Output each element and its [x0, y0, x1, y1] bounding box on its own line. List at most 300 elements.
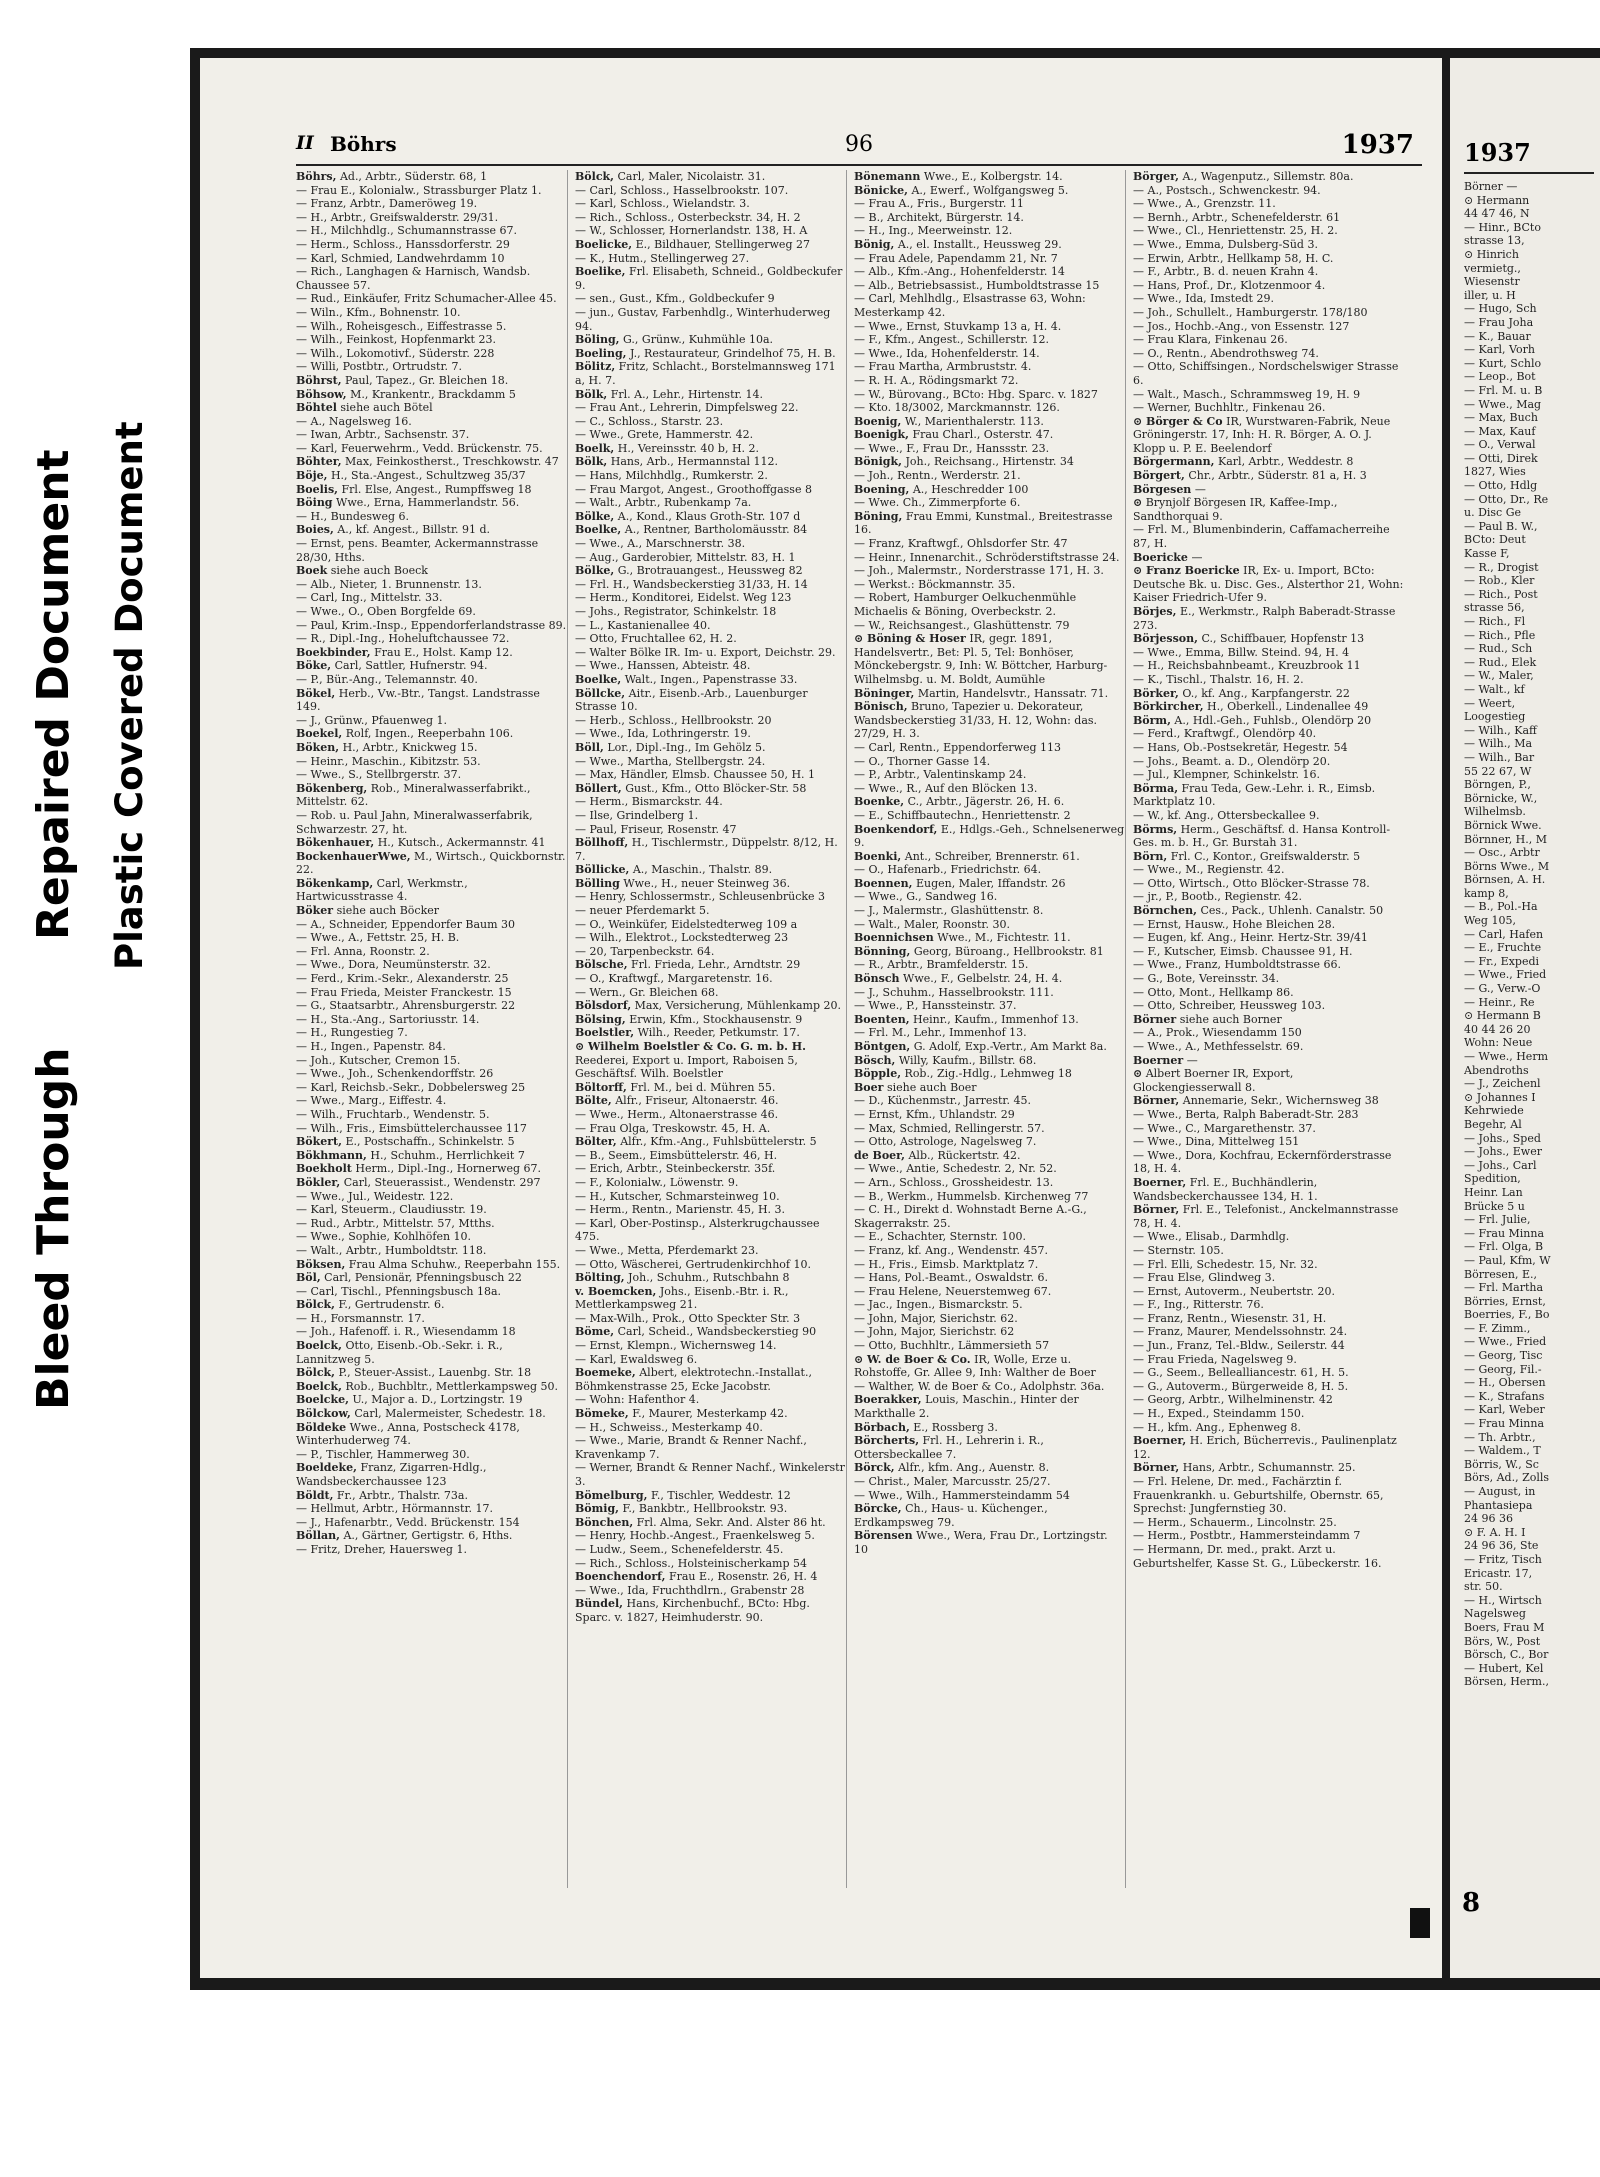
entry-text: — Wwe., Wilh., Hammersteindamm 54 — [854, 1488, 1070, 1502]
directory-entry — [296, 388, 567, 402]
directory-entry — [854, 877, 1125, 891]
adjacent-entry: — Rich., Fl — [1464, 615, 1526, 628]
entry-name: Bömig, — [575, 1502, 619, 1516]
directory-entry — [296, 184, 567, 198]
directory-entry — [1133, 292, 1404, 306]
adjacent-entry: Boerries, F., Bo — [1464, 1308, 1550, 1322]
directory-entry — [1133, 1434, 1404, 1461]
entry-text: Carl, Maler, Nicolaistr. 31. — [617, 170, 766, 183]
entry-text: — Wwe., Dina, Mittelweg 151 — [1133, 1135, 1300, 1149]
adjacent-entry: Börsen, Herm., — [1464, 1675, 1549, 1689]
directory-entry — [296, 918, 567, 932]
adjacent-entry: strasse 56, — [1464, 601, 1525, 615]
entry-text: Hans, Kirchenbuchf., BCto: Hbg. Sparc. v. 1827, Heimhuderstr. 90. — [575, 1597, 810, 1624]
directory-entry — [854, 1271, 1125, 1285]
entry-text: — Otto, Schreiber, Heussweg 103. — [1133, 999, 1326, 1013]
adjacent-entry: — Hinr., BCto — [1464, 220, 1541, 234]
entry-text: Walt., Ingen., Papenstrasse 33. — [624, 672, 798, 686]
directory-entry — [854, 619, 1125, 633]
directory-entry — [575, 1026, 846, 1040]
directory-entry — [854, 1461, 1125, 1475]
entry-text: A., Rentner, Bartholomäusstr. 84 — [624, 523, 808, 537]
page-header — [296, 130, 1422, 166]
entry-text: — Ernst, Autoverm., Neubertstr. 20. — [1133, 1284, 1335, 1298]
entry-text: Ces., Pack., Uhlenh. Canalstr. 50 — [1200, 904, 1384, 918]
directory-entry — [1133, 360, 1404, 387]
directory-entry — [1133, 632, 1404, 646]
directory-entry — [296, 252, 567, 266]
entry-text: Fritz, Schlacht., Borstelmannsweg 171 a, H. 7. — [575, 360, 836, 387]
directory-entry — [575, 646, 846, 660]
adjacent-entry: — Frl. M. u. B — [1464, 383, 1543, 397]
entry-text: — Wwe., G., Sandweg 16. — [854, 890, 998, 904]
directory-entry — [575, 1258, 846, 1272]
entry-text: Frl. Else, Angest., Rumpffsweg 18 — [341, 482, 532, 496]
entry-name: de Boer, — [854, 1148, 905, 1162]
adjacent-entry: — R., Drogist — [1464, 560, 1539, 574]
entry-name: Böpple, — [854, 1067, 902, 1081]
entry-text: — Herm., Schauerm., Lincolnstr. 25. — [1133, 1515, 1337, 1529]
entry-text: Rolf, Ingen., Reeperbahn 106. — [345, 727, 514, 741]
entry-name: Bökhmann, — [296, 1148, 367, 1162]
entry-text: — Max-Wilh., Prok., Otto Speckter Str. 3 — [575, 1311, 801, 1325]
entry-text: C., Schiffbauer, Hopfenstr 13 — [1201, 632, 1365, 646]
directory-entry — [1133, 1203, 1404, 1230]
directory-entry — [854, 1244, 1125, 1258]
directory-entry — [1133, 1461, 1404, 1475]
directory-entry — [575, 605, 846, 619]
directory-entry — [575, 510, 846, 524]
entry-text: — Wwe., Marg., Eiffestr. 4. — [296, 1094, 447, 1108]
directory-entry — [575, 578, 846, 592]
entry-text: — F., Ing., Ritterstr. 76. — [1133, 1298, 1264, 1312]
directory-entry — [575, 890, 846, 904]
adjacent-entry: Börngen, P., — [1464, 778, 1531, 792]
directory-entry — [1133, 1380, 1404, 1394]
directory-entry — [296, 523, 567, 537]
entry-name: Böksen, — [296, 1257, 346, 1271]
adjacent-entry: ⊙ F. A. H. I — [1464, 1525, 1526, 1539]
entry-text: — Paul, Friseur, Rosenstr. 47 — [575, 822, 737, 836]
entry-text: — neuer Pferdemarkt 5. — [575, 904, 710, 918]
entry-text: E., Bildhauer, Stellingerweg 27 — [635, 237, 810, 251]
entry-text: C., Arbtr., Jägerstr. 26, H. 6. — [907, 795, 1065, 809]
directory-entry — [1133, 755, 1404, 769]
entry-text: Reederei, Export u. Import, Raboisen 5, Geschäftsf. Wilh. Boelstler — [575, 1053, 798, 1081]
adjacent-entry: — Wwe., Fried — [1464, 968, 1547, 982]
entry-name: Boemeke, — [575, 1366, 636, 1380]
directory-entry — [575, 333, 846, 347]
directory-entry — [854, 931, 1125, 945]
entry-text: — H., Milchhdlg., Schumannstrasse 67. — [296, 224, 517, 238]
adjacent-entry: — Otti, Direk — [1464, 451, 1538, 465]
entry-text: — Walt., Masch., Schrammsweg 19, H. 9 — [1133, 387, 1361, 401]
directory-entry — [854, 224, 1125, 238]
directory-entry — [1133, 986, 1404, 1000]
entry-text: — Frau Margot, Angest., Groothoffgasse 8 — [575, 482, 812, 496]
entry-text: Alfr., kfm. Ang., Auenstr. 8. — [898, 1461, 1050, 1475]
adjacent-entry: iller, u. H — [1464, 288, 1516, 302]
directory-entry — [575, 265, 846, 292]
entry-name: Böldt, — [296, 1488, 334, 1502]
entry-text: — Henry, Schlossermstr., Schleusenbrücke 3 — [575, 890, 826, 904]
directory-entry — [575, 836, 846, 863]
directory-entry — [1133, 1325, 1404, 1339]
entry-name: Börcke, — [854, 1502, 902, 1516]
directory-entry — [1133, 238, 1404, 252]
entry-text: — Frau A., Fris., Burgerstr. 11 — [854, 197, 1024, 211]
directory-entry — [296, 360, 567, 374]
entry-text: — G., Bote, Vereinsstr. 34. — [1133, 972, 1280, 986]
adjacent-entry: Wohn: Neue — [1464, 1036, 1533, 1050]
directory-entry — [1133, 1407, 1404, 1421]
entry-text: — Sternstr. 105. — [1133, 1243, 1224, 1257]
entry-text: Ant., Schreiber, Brennerstr. 61. — [904, 849, 1080, 863]
adjacent-entry: Börnner, H., M — [1464, 832, 1548, 846]
directory-entry — [296, 442, 567, 456]
entry-text: — E., Schachter, Sternstr. 100. — [854, 1230, 1026, 1244]
directory-entry — [854, 1258, 1125, 1272]
entry-text: — Jun., Franz, Tel.-Bldw., Seilerstr. 44 — [1133, 1339, 1345, 1353]
adjacent-page-column — [1464, 180, 1600, 1888]
entry-text: — Wwe., Metta, Pferdemarkt 23. — [575, 1243, 759, 1257]
entry-name: Börcherts, — [854, 1434, 920, 1448]
directory-entry — [854, 1081, 1125, 1095]
directory-entry — [575, 483, 846, 497]
entry-text: — Otto, Wirtsch., Otto Blöcker-Strasse 78. — [1133, 876, 1370, 890]
adjacent-entry: — G., Verw.-O — [1464, 982, 1541, 996]
entry-name: Bölitz, — [575, 360, 616, 374]
adjacent-entry: — Wwe., Herm — [1464, 1050, 1549, 1063]
directory-entry — [575, 1366, 846, 1393]
directory-entry — [1133, 197, 1404, 211]
directory-entry — [854, 510, 1125, 537]
adjacent-entry: — Rich., Pfle — [1464, 628, 1536, 642]
directory-entry — [575, 945, 846, 959]
adjacent-entry: — Johs., Carl — [1464, 1158, 1537, 1172]
directory-entry — [854, 1353, 1125, 1380]
entry-name: Börgert, — [1133, 469, 1185, 483]
entry-text: — Max, Schmied, Rellingerstr. 57. — [854, 1121, 1045, 1135]
entry-text: — Wilh., Fruchtarb., Wendenstr. 5. — [296, 1107, 490, 1121]
entry-text: — Otto, Buchhltr., Lämmersieth 57 — [854, 1339, 1050, 1353]
directory-entry — [296, 469, 567, 483]
directory-entry — [575, 1407, 846, 1421]
entry-text: — H., Reichsbahnbeamt., Kreuzbrook 11 — [1133, 659, 1361, 673]
entry-text: — Franz, Rentn., Wiesenstr. 31, H. — [1133, 1311, 1327, 1325]
entry-text: Frau Charl., Osterstr. 47. — [912, 428, 1054, 442]
adjacent-entry: — W., Maler, — [1464, 669, 1534, 683]
directory-entry — [1133, 469, 1404, 483]
entry-text: — Hans, Prof., Dr., Klotzenmoor 4. — [1133, 278, 1326, 292]
adjacent-entry: Weg 105, — [1464, 914, 1516, 928]
entry-text: — H., Arbtr., Greifswalderstr. 29/31. — [296, 210, 499, 224]
directory-entry — [296, 1448, 567, 1462]
adjacent-entry: — Paul B. W., — [1464, 519, 1538, 533]
entry-name: Bölting, — [575, 1271, 625, 1285]
adjacent-entry: — Frau Minna — [1464, 1417, 1545, 1431]
directory-entry — [296, 1407, 567, 1421]
entry-text: — Bernh., Arbtr., Schenefelderstr. 61 — [1133, 210, 1341, 224]
entry-text: — Frau Adele, Papendamm 21, Nr. 7 — [854, 251, 1058, 265]
entry-text: — Walt., Maler, Roonstr. 30. — [854, 917, 1010, 931]
entry-text: Hans, Arbtr., Schumannstr. 25. — [1182, 1461, 1356, 1475]
entry-name: Bölck, — [296, 1298, 335, 1312]
entry-text: A., Kond., Klaus Groth-Str. 107 d — [617, 509, 801, 523]
entry-text: — Wilh., Feinkost, Hopfenmarkt 23. — [296, 333, 496, 347]
entry-text: — Georg, Arbtr., Wilhelminenstr. 42 — [1133, 1393, 1333, 1407]
directory-entry — [854, 1298, 1125, 1312]
directory-entry — [575, 1040, 846, 1081]
directory-entry — [575, 1502, 846, 1516]
directory-entry — [854, 863, 1125, 877]
entry-name: Bömeke, — [575, 1407, 629, 1421]
entry-text: Erwin, Kfm., Stockhausenstr. 9 — [629, 1012, 803, 1026]
adjacent-entry: ⊙ Hinrich — [1464, 247, 1519, 261]
directory-entry — [854, 1162, 1125, 1176]
directory-entry — [575, 632, 846, 646]
entry-name: Böhtel — [296, 401, 337, 415]
directory-entry — [854, 238, 1125, 252]
entry-text: — L., Kastanienallee 40. — [575, 618, 711, 632]
directory-entry — [1133, 1298, 1404, 1312]
directory-entry — [296, 1489, 567, 1503]
entry-text: Frau Teda, Gew.-Lehr. i. R., Eimsb. Marktplatz 10. — [1133, 781, 1376, 809]
entry-text: — Johs., Beamt. a. D., Olendörp 20. — [1133, 754, 1331, 768]
directory-entry — [575, 863, 846, 877]
directory-entry — [575, 360, 846, 387]
directory-entry — [854, 1149, 1125, 1163]
entry-name: Bökenhauer, — [296, 836, 375, 850]
directory-entry — [854, 184, 1125, 198]
directory-entry — [296, 238, 567, 252]
directory-entry — [296, 1380, 567, 1394]
entry-name: Böke, — [296, 659, 332, 673]
entry-text: — Wwe., S., Stellbrgerstr. 37. — [296, 768, 462, 782]
directory-entry — [296, 537, 567, 564]
entry-text: Aitr., Eisenb.-Arb., Lauenburger Strasse 10. — [575, 686, 808, 714]
entry-name: Boer — [854, 1080, 884, 1094]
entry-text: — Heinr., Maschin., Kibitzstr. 53. — [296, 754, 481, 768]
adjacent-entry: — H., Wirtsch — [1464, 1593, 1542, 1607]
entry-text: Frau E., Holst. Kamp 12. — [374, 645, 513, 659]
directory-entry — [575, 795, 846, 809]
directory-entry — [1133, 455, 1404, 469]
entry-text: — Frau Frieda, Nagelsweg 9. — [1133, 1352, 1297, 1366]
entry-name: Boelstler, — [575, 1026, 635, 1040]
directory-entry — [575, 1353, 846, 1367]
entry-text: E., Postschaffn., Schinkelstr. 5 — [345, 1135, 515, 1149]
adjacent-entry: u. Disc Ge — [1464, 506, 1522, 520]
header-year: 1937 — [1341, 130, 1414, 160]
entry-text: — Wwe., Dora, Kochfrau, Eckernförderstrasse 18, H. 4. — [1133, 1148, 1392, 1176]
entry-name: Bökler, — [296, 1175, 341, 1189]
directory-entry — [854, 1421, 1125, 1435]
entry-name: Böje, — [296, 469, 328, 483]
entry-name: Bölk, — [575, 387, 608, 401]
adjacent-entry: — Frau Joha — [1464, 315, 1534, 329]
entry-text: — O., Hafenarb., Friedrichstr. 64. — [854, 863, 1042, 877]
entry-text: — W., Bürovang., BCto: Hbg. Sparc. v. 1827 — [854, 387, 1098, 401]
entry-text: — R., Dipl.-Ing., Hoheluftchaussee 72. — [296, 632, 510, 646]
entry-text: Bruno, Tapezier u. Dekorateur, Wandsbeckerstieg 31/33, H. 12, Wohn: das. 27/29, H. 3. — [854, 700, 1098, 741]
entry-text: — H., Ing., Meerweinstr. 12. — [854, 224, 1013, 238]
entry-name: Boenchendorf, — [575, 1570, 666, 1584]
entry-text: — J., Grünw., Pfauenweg 1. — [296, 713, 448, 727]
entry-name: Bölter, — [575, 1135, 617, 1149]
entry-text: — G., Autoverm., Bürgerweide 8, H. 5. — [1133, 1379, 1349, 1393]
entry-name: Boeling, — [575, 346, 627, 360]
directory-entry — [854, 700, 1125, 741]
entry-text: Wwe., Anna, Postscheck 4178, Winterhuderweg 74. — [296, 1420, 520, 1448]
adjacent-entry: Börnicke, W., — [1464, 791, 1538, 805]
directory-page-left — [200, 58, 1442, 1978]
directory-entry — [1133, 823, 1404, 850]
directory-entry — [296, 1258, 567, 1272]
entry-text: — Carl, Tischl., Pfenningsbusch 18a. — [296, 1284, 501, 1298]
directory-entry — [575, 211, 846, 225]
directory-entry — [575, 1013, 846, 1027]
directory-entry — [575, 1516, 846, 1530]
entry-name: Börms, — [1133, 822, 1178, 836]
directory-entry — [1133, 1230, 1404, 1244]
directory-entry — [296, 170, 567, 184]
entry-text: Rob., Buchbltr., Mettlerkampsweg 50. — [345, 1379, 559, 1393]
entry-text: — K., Tischl., Thalstr. 16, H. 2. — [1133, 672, 1304, 686]
entry-name: Börbach, — [854, 1420, 910, 1434]
directory-entry — [1133, 1529, 1404, 1543]
entry-name: Börgesen — [1133, 482, 1192, 496]
entry-text: — Carl, Ing., Mittelstr. 33. — [296, 591, 443, 605]
directory-entry — [296, 659, 567, 673]
adjacent-entry: str. 50. — [1464, 1580, 1503, 1594]
entry-text: — Frau E., Kolonialw., Strassburger Platz 1. — [296, 183, 542, 197]
entry-text: Alfr., Friseur, Altonaerstr. 46. — [615, 1094, 779, 1108]
entry-text: Frl. Elisabeth, Schneid., Goldbeckufer 9. — [575, 265, 843, 292]
adjacent-entry: — Georg, Tisc — [1464, 1349, 1543, 1363]
directory-entry — [854, 1325, 1125, 1339]
entry-text: — Frau Klara, Finkenau 26. — [1133, 333, 1288, 347]
adjacent-entry: — Rud., Sch — [1464, 642, 1533, 656]
entry-text: Max, Versicherung, Mühlenkamp 20. — [634, 999, 841, 1013]
directory-entry — [1133, 958, 1404, 972]
directory-entry — [575, 999, 846, 1013]
entry-text: — jun., Gustav, Farbenhdlg., Winterhuderweg 94. — [575, 305, 831, 333]
entry-name: Boenig, — [854, 414, 902, 428]
directory-entry — [296, 1122, 567, 1136]
entry-text: — B., Architekt, Bürgerstr. 14. — [854, 210, 1024, 224]
entry-text: — Frl. Anna, Roonstr. 2. — [296, 944, 430, 958]
entry-text: — Hans, Pol.-Beamt., Oswaldstr. 6. — [854, 1271, 1048, 1285]
directory-entry — [854, 890, 1125, 904]
entry-name: Bölk, — [575, 455, 608, 469]
entry-name: Böker — [296, 904, 334, 918]
adjacent-entry: Börries, Ernst, — [1464, 1294, 1546, 1308]
directory-entry — [1133, 877, 1404, 891]
entry-text: — Wwe., Hanssen, Abteistr. 48. — [575, 659, 751, 673]
adjacent-entry: 24 96 36 — [1464, 1512, 1513, 1526]
directory-entry — [854, 388, 1125, 402]
entry-text: — Ludw., Seem., Schenefelderstr. 45. — [575, 1542, 784, 1556]
directory-entry — [1133, 768, 1404, 782]
entry-text: — Herm., Bismarckstr. 44. — [575, 795, 723, 809]
entry-text: J., Restaurateur, Grindelhof 75, H. B. — [630, 346, 836, 360]
directory-entry — [1133, 605, 1404, 632]
entry-text: — Carl, Schloss., Hasselbrookstr. 107. — [575, 183, 789, 197]
directory-entry — [296, 1054, 567, 1068]
entry-text: — Max, Händler, Elmsb. Chaussee 50, H. 1 — [575, 768, 816, 782]
adjacent-entry: ⊙ Hermann B — [1464, 1009, 1541, 1023]
entry-name: ⊙ Börger & Co — [1133, 414, 1223, 428]
entry-text: — Erich, Arbtr., Steinbeckerstr. 35f. — [575, 1162, 776, 1176]
directory-entry — [1133, 1339, 1404, 1353]
entry-text: Carl, Scheid., Wandsbeckerstieg 90 — [617, 1325, 817, 1339]
adjacent-entry: BCto: Deut — [1464, 533, 1526, 547]
entry-name: Boies, — [296, 523, 334, 537]
entry-text: Martin, Handelsvtr., Hanssatr. 71. — [917, 686, 1109, 700]
directory-entry — [1133, 252, 1404, 266]
entry-text: — — [1194, 482, 1206, 496]
entry-name: Boerner, — [1133, 1175, 1187, 1189]
entry-text: — Arn., Schloss., Grossheidestr. 13. — [854, 1175, 1054, 1189]
entry-text: Herb., Vw.-Btr., Tangst. Landstrasse 149. — [296, 686, 540, 714]
entry-text: — Wiln., Kfm., Bohnenstr. 10. — [296, 305, 461, 319]
directory-entry — [1133, 401, 1404, 415]
entry-name: Boekel, — [296, 727, 343, 741]
directory-entry — [854, 496, 1125, 510]
entry-name: Böhter, — [296, 455, 342, 469]
entry-name: Börensen — [854, 1529, 913, 1543]
directory-entry — [1133, 1244, 1404, 1258]
entry-text: Wilh., Reeder, Petkumstr. 17. — [637, 1026, 800, 1040]
entry-text: — Ernst, Hausw., Hohe Bleichen 28. — [1133, 917, 1336, 931]
directory-entry — [854, 768, 1125, 782]
entry-text: — A., Prok., Wiesendamm 150 — [1133, 1026, 1302, 1040]
entry-name: Boelike, — [575, 265, 626, 279]
directory-entry — [1133, 306, 1404, 320]
entry-name: Bölke, — [575, 564, 615, 578]
directory-entry — [575, 714, 846, 728]
directory-entry — [296, 333, 567, 347]
directory-entry — [575, 809, 846, 823]
directory-entry — [854, 1067, 1125, 1081]
directory-entry — [854, 564, 1125, 578]
directory-entry — [1133, 1054, 1404, 1068]
directory-entry — [575, 184, 846, 198]
entry-text: — Wwe., Ida, Hohenfelderstr. 14. — [854, 346, 1040, 360]
directory-entry — [296, 1529, 567, 1543]
entry-name: Boelicke, — [575, 237, 633, 251]
adjacent-entry: Börs, W., Post — [1464, 1634, 1541, 1648]
entry-text: Wwe., Wera, Frau Dr., Lortzingstr. 10 — [854, 1529, 1108, 1556]
directory-entry — [1133, 1122, 1404, 1136]
entry-text: — Walter Bölke IR. Im- u. Export, Deichstr. 29. — [575, 645, 836, 659]
directory-column-3 — [854, 170, 1126, 1888]
directory-entry — [575, 1162, 846, 1176]
adjacent-entry: — Fritz, Tisch — [1464, 1552, 1542, 1566]
directory-entry — [854, 1393, 1125, 1420]
directory-entry — [1133, 1312, 1404, 1326]
adjacent-entry: — Hugo, Sch — [1464, 302, 1537, 316]
entry-text: — Ilse, Grindelberg 1. — [575, 808, 699, 822]
directory-entry — [296, 1217, 567, 1231]
entry-text: — Wwe., A., Methfesselstr. 69. — [1133, 1040, 1304, 1053]
entry-text: — Herm., Rentn., Marienstr. 45, H. 3. — [575, 1203, 786, 1217]
adjacent-entry: — O., Verwal — [1464, 438, 1536, 452]
adjacent-entry: Abendroths — [1464, 1063, 1529, 1077]
entry-text: — H., Schweiss., Mesterkamp 40. — [575, 1420, 763, 1434]
adjacent-entry: Kehrwiede — [1464, 1104, 1524, 1118]
